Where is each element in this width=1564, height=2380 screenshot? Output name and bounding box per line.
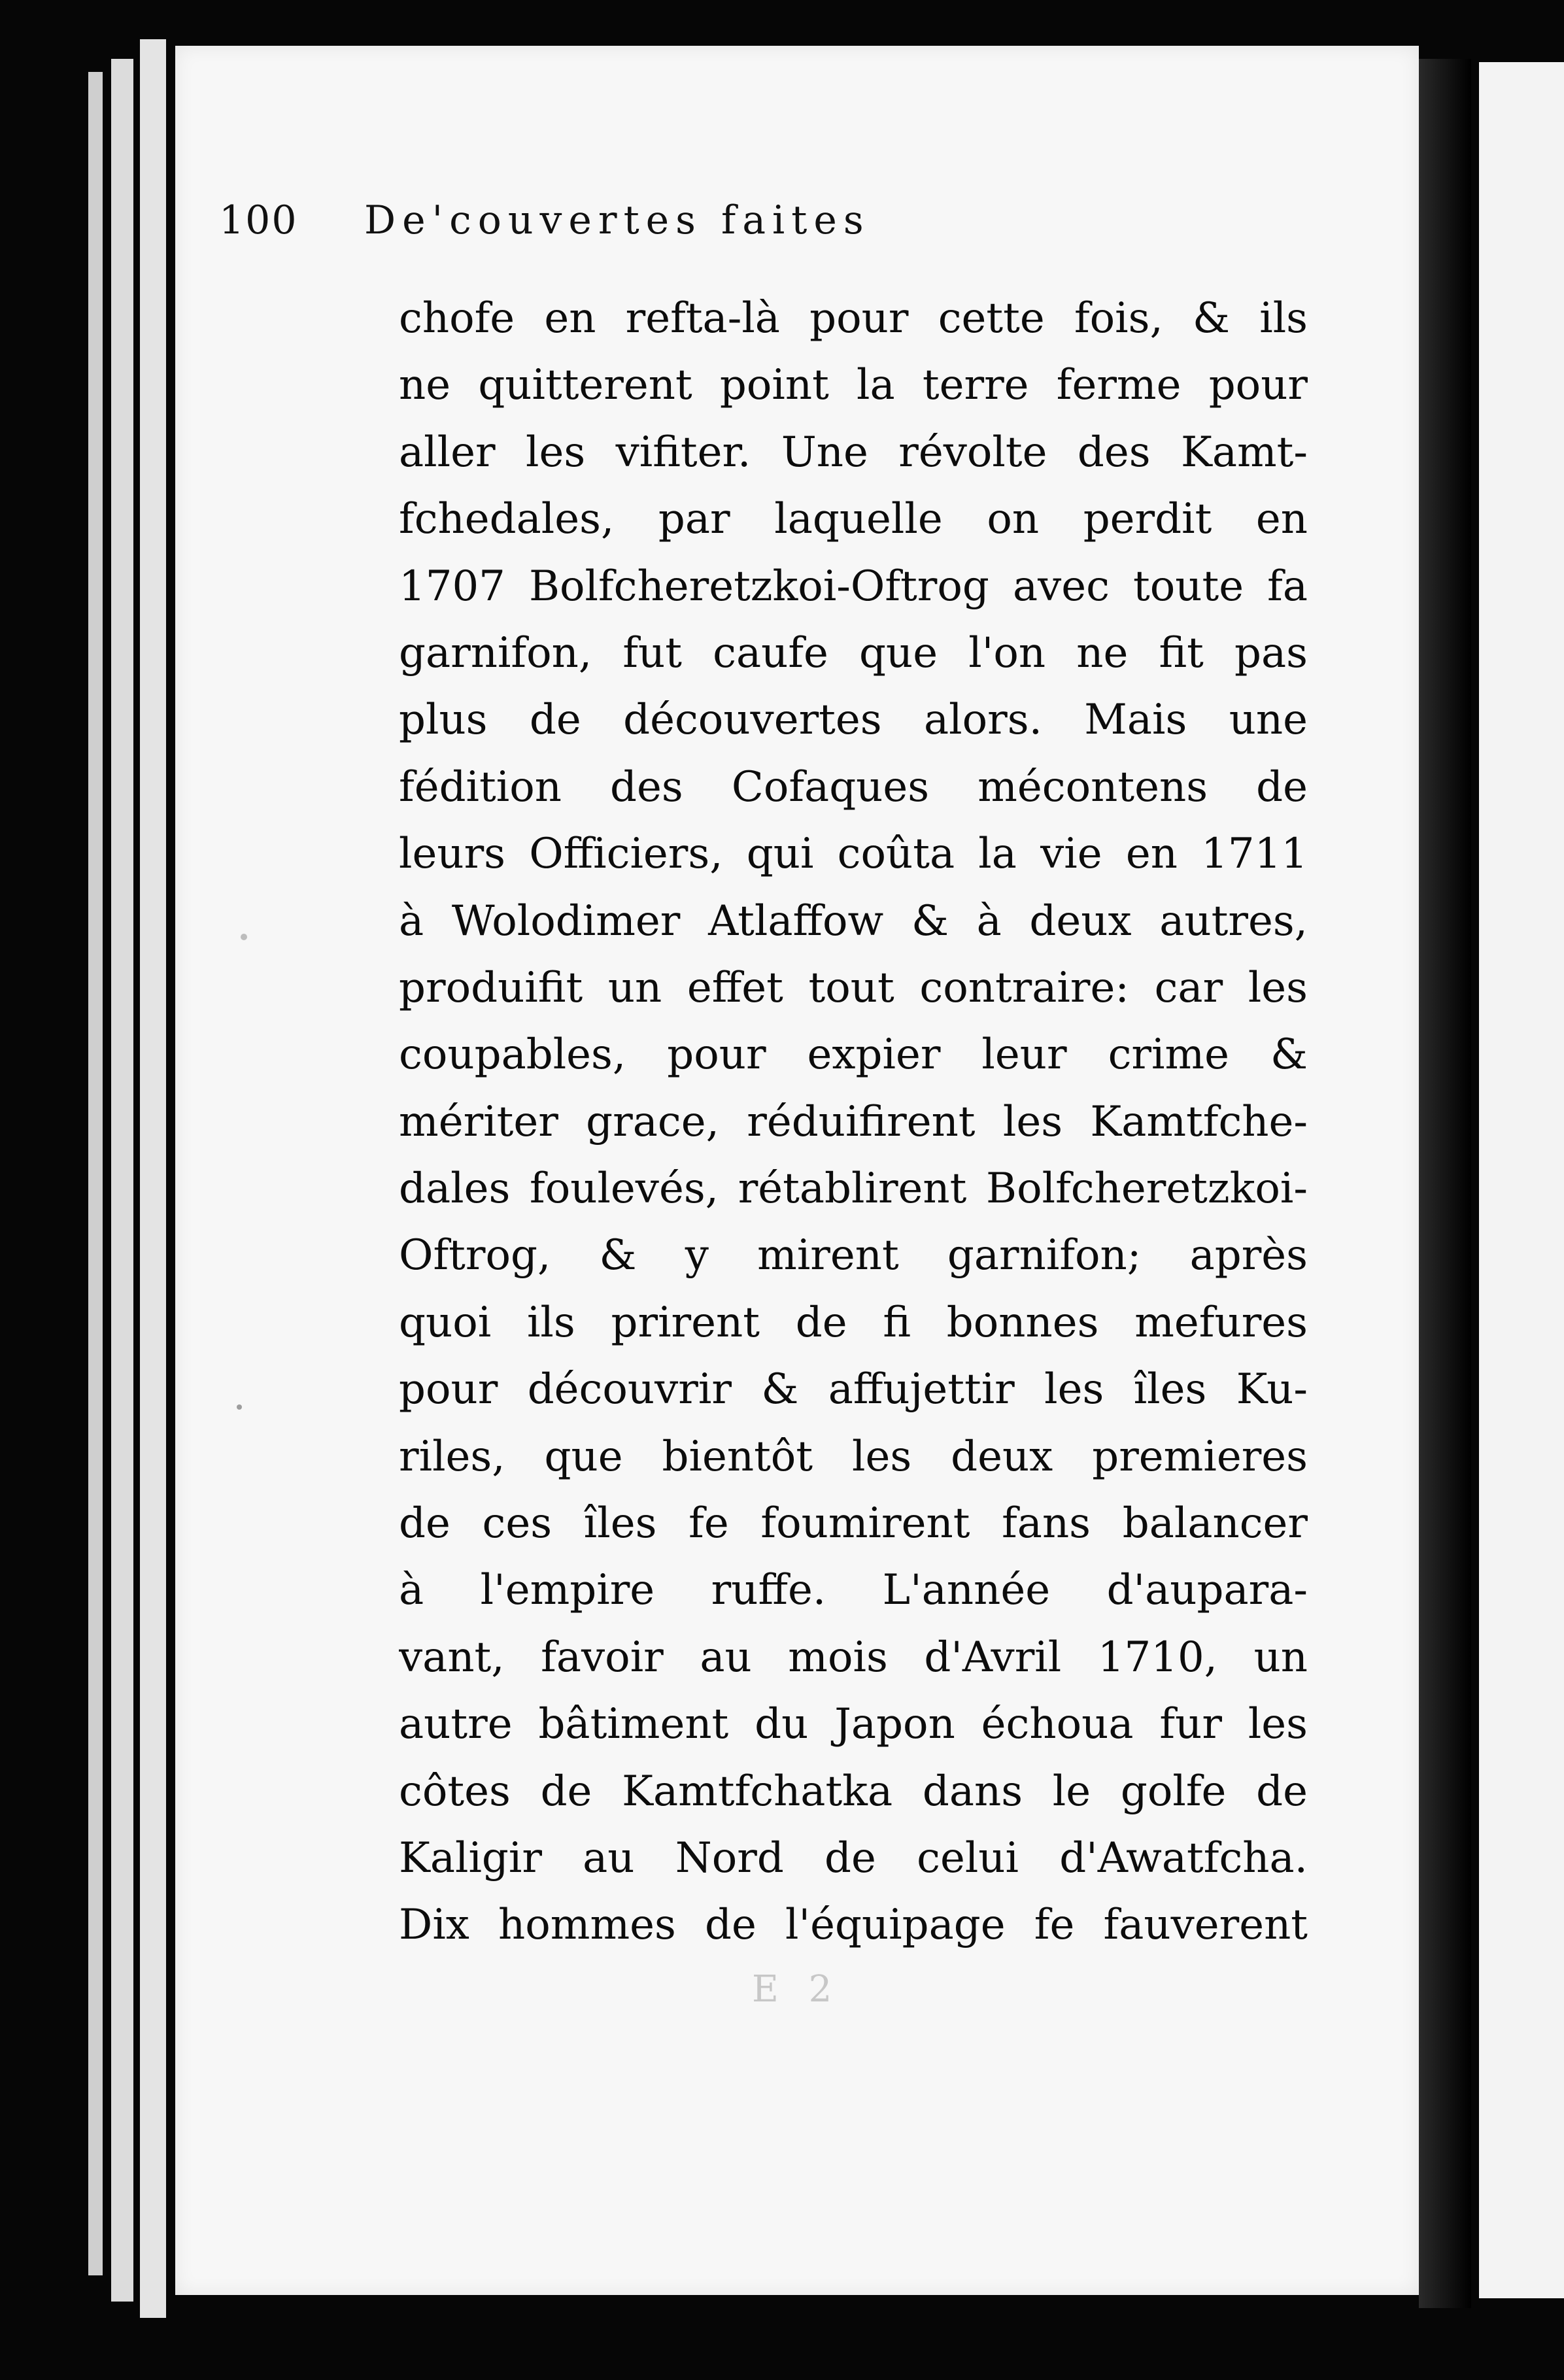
text-line: leurs Officiers, qui coûta la vie en 1711 bbox=[399, 830, 1308, 879]
text-line: Dix hommes de l'équipage fe fauverent bbox=[399, 1901, 1308, 1950]
page-body-text bbox=[399, 285, 1308, 1959]
ink-speck bbox=[237, 1404, 242, 1410]
text-line: vant, favoir au mois d'Avril 1710, un bbox=[399, 1633, 1308, 1682]
book-gutter bbox=[1419, 59, 1471, 2308]
text-line: dales foulevés, rétablirent Bolfcheretzkoi- bbox=[399, 1164, 1308, 1214]
facing-page-edge bbox=[1479, 62, 1564, 2298]
text-line: quoi ils prirent de fi bonnes mefures bbox=[399, 1298, 1308, 1347]
ink-speck bbox=[241, 934, 247, 940]
text-line: à Wolodimer Atlaffow & à deux autres, bbox=[399, 896, 1308, 945]
text-line: autre bâtiment du Japon échoua fur les bbox=[399, 1700, 1308, 1749]
running-head: De'couvertes faites bbox=[364, 197, 870, 243]
text-line: ne quitterent point la terre ferme pour bbox=[399, 361, 1308, 410]
text-line: fchedales, par laquelle on perdit en bbox=[399, 495, 1308, 544]
text-line: produifit un effet tout contraire: car les bbox=[399, 963, 1308, 1012]
signature-mark-showthrough: E 2 bbox=[752, 1968, 842, 2011]
text-line: plus de découvertes alors. Mais une bbox=[399, 696, 1308, 745]
text-line: garnifon, fut caufe que l'on ne fit pas bbox=[399, 628, 1308, 677]
text-line: mériter grace, réduifirent les Kamtfche- bbox=[399, 1097, 1308, 1146]
text-line: à l'empire ruffe. L'année d'aupara- bbox=[399, 1566, 1308, 1615]
text-line: aller les vifiter. Une révolte des Kamt- bbox=[399, 428, 1308, 477]
text-line: Kaligir au Nord de celui d'Awatfcha. bbox=[399, 1833, 1308, 1882]
book-page-edge bbox=[140, 39, 166, 2318]
text-line: pour découvrir & affujettir les îles Ku- bbox=[399, 1365, 1308, 1414]
text-line: Oftrog, & y mirent garnifon; après bbox=[399, 1231, 1308, 1280]
book-page-edge bbox=[88, 72, 103, 2275]
text-line: fédition des Cofaques mécontens de bbox=[399, 762, 1308, 811]
text-line: riles, que bientôt les deux premieres bbox=[399, 1432, 1308, 1481]
page-header bbox=[219, 197, 1200, 243]
text-line: de ces îles fe foumirent fans balancer bbox=[399, 1499, 1308, 1548]
text-line: coupables, pour expier leur crime & bbox=[399, 1030, 1308, 1080]
text-line: côtes de Kamtfchatka dans le golfe de bbox=[399, 1767, 1308, 1816]
text-line: 1707 Bolfcheretzkoi-Oftrog avec toute fa bbox=[399, 562, 1308, 611]
text-line: chofe en refta-là pour cette fois, & ils bbox=[399, 294, 1308, 343]
book-page-edge bbox=[111, 59, 133, 2302]
page-number: 100 bbox=[219, 197, 298, 243]
